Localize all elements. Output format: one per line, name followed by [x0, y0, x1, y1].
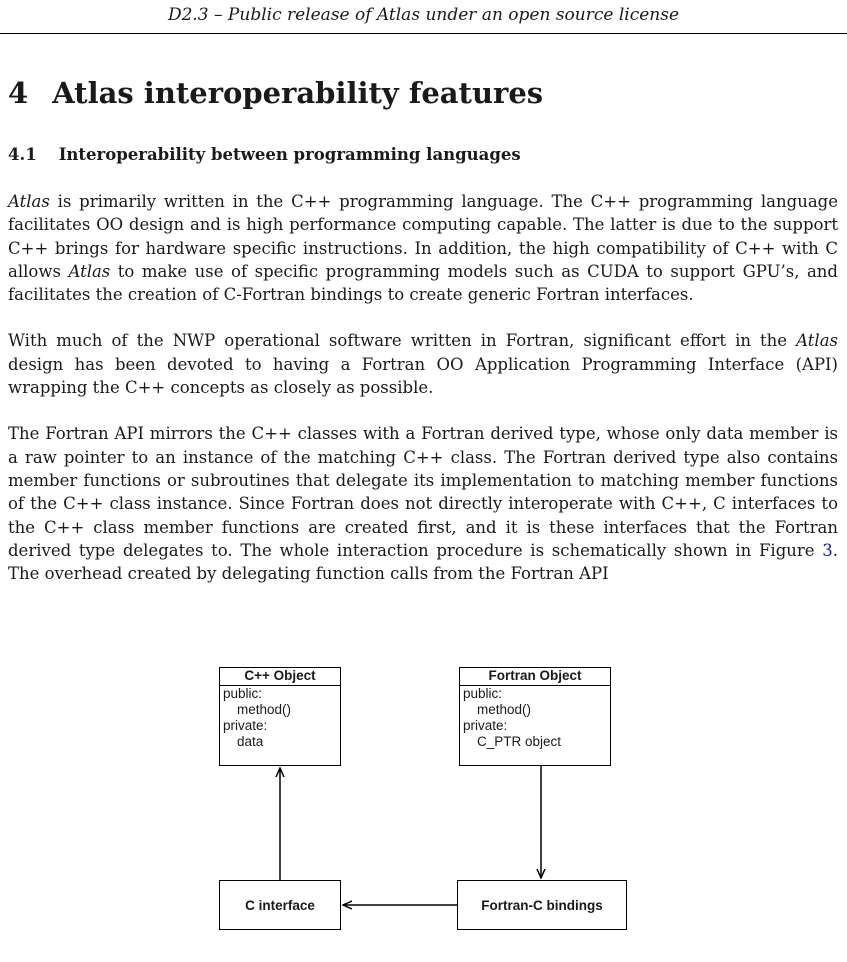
paragraph-1: [8, 190, 838, 306]
fortran-c-bindings-label: Fortran-C bindings: [481, 897, 603, 913]
figure-reference-link[interactable]: 3: [822, 540, 833, 560]
paragraph-2: [8, 329, 838, 399]
paragraph-3: [8, 422, 838, 585]
cpp-object-private: private:: [223, 718, 268, 733]
cpp-object-method: method(): [237, 702, 292, 717]
atlas-emphasis: Atlas: [8, 192, 50, 211]
fortran-object-box: [459, 667, 611, 766]
cpp-object-public: public:: [223, 686, 263, 701]
paragraph-3-text-b: . The overhead created by delegating function calls from the Fortran API: [8, 540, 838, 584]
fortran-object-title: Fortran Object: [460, 668, 610, 686]
paragraph-1-text-b: to make use of specific programming models such as CUDA to support GPU’s, and facilitates the creation of C-Fortran bindings to create generic Fortran interfaces.: [8, 261, 838, 305]
paragraph-3-text-a: The Fortran API mirrors the C++ classes with a Fortran derived type, whose only data member is a raw pointer to an instance of the matching C++ class. The Fortran derived type also contains member functions or subroutines that delegate its implementation to matching member functions of the C++ class instance. Since Fortran does not directly interoperate with C++, C interfaces to the C++ class member functions are created first, and it is these interfaces that the Fortran derived type delegates to. The whole interaction procedure is schematically shown in Figure: [8, 424, 838, 560]
header-text: D2.3 – Public release of Atlas under an open source license: [167, 5, 680, 25]
subsection-number: 4.1: [8, 145, 37, 164]
atlas-emphasis: Atlas: [68, 261, 111, 281]
subsection-title: [8, 145, 521, 164]
subsection-title-text: Interoperability between programming languages: [58, 145, 521, 164]
cpp-object-box: [219, 667, 341, 766]
c-interface-label: C interface: [245, 897, 315, 913]
cpp-object-title: C++ Object: [220, 668, 340, 686]
atlas-emphasis: Atlas: [796, 331, 838, 351]
fortran-object-private: private:: [463, 718, 508, 733]
fortran-object-method: method(): [477, 702, 532, 717]
paragraph-1-text-a: is primarily written in the C++ programming language. The C++ programming language facilitates OO design and is high performance computing capable. The latter is due to the support C++ brings for hardware specific instructions. In addition, the high compatibility of C++ with C allows: [8, 192, 838, 281]
fortran-c-bindings-box: [457, 880, 627, 930]
cpp-object-member: data: [237, 734, 264, 749]
paragraph-2-text-a: With much of the NWP operational software written in Fortran, significant effort in the: [8, 331, 797, 351]
fortran-object-member: C_PTR object: [477, 734, 562, 749]
body-text: [8, 190, 838, 608]
c-interface-box: [219, 880, 341, 930]
paragraph-2-text-b: design has been devoted to having a Fortran OO Application Programming Interface (API) wrapping the C++ concepts as closely as possible.: [8, 354, 838, 398]
section-title: [8, 76, 543, 110]
section-number: 4: [8, 76, 29, 110]
page-header: [0, 0, 847, 34]
section-title-text: Atlas interoperability features: [52, 76, 544, 110]
fortran-object-public: public:: [463, 686, 503, 701]
